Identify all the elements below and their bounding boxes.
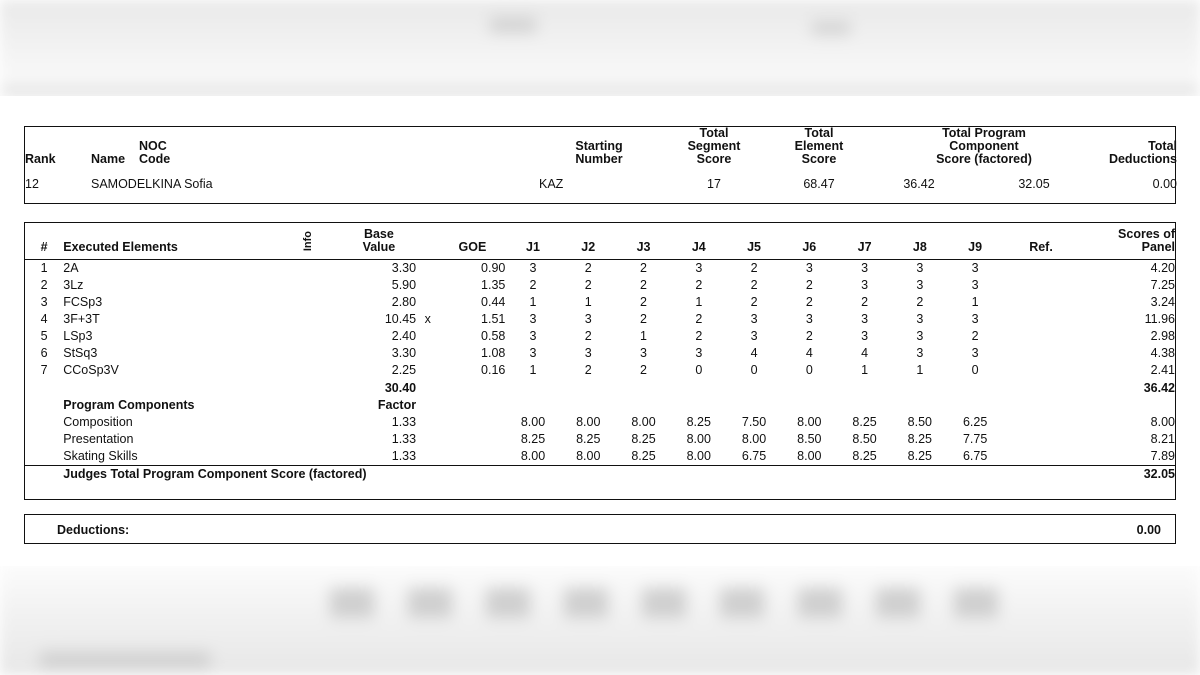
table-row [25, 362, 1175, 379]
col-header-pcs-line1: Total Program [942, 126, 1026, 140]
element-judge-score: 3 [971, 278, 979, 292]
element-name: CCoSp3V [63, 363, 119, 377]
col-header-rank: Rank [25, 152, 56, 166]
table-row [25, 311, 1175, 328]
deductions-value: 0.00 [1136, 523, 1161, 537]
deductions-panel [24, 514, 1176, 544]
element-judge-score: 2 [971, 329, 979, 343]
element-base-value: 3.30 [391, 261, 417, 275]
col-header-spacer [416, 223, 439, 260]
blurred-bottom-band [0, 560, 1200, 675]
element-judge-score: 3 [529, 346, 537, 360]
element-panel-score: 2.98 [1150, 329, 1175, 343]
element-judge-score: 3 [695, 261, 703, 275]
element-judge-score: 2 [695, 312, 703, 326]
col-header-j2: J2 [581, 240, 596, 254]
table-row [25, 294, 1175, 311]
element-goe: 0.44 [481, 295, 506, 309]
element-bonus-flag [416, 277, 439, 294]
element-panel-score: 11.96 [1144, 312, 1175, 326]
table-row [25, 448, 1175, 466]
col-header-tes-line1: Total [804, 126, 834, 140]
summary-header-row [25, 127, 1177, 171]
element-number: 2 [40, 278, 48, 292]
component-judge-score: 6.75 [741, 449, 767, 463]
element-judge-score: 4 [750, 346, 758, 360]
total-base-value: 30.40 [384, 381, 417, 395]
value-skater-name: SAMODELKINA Sofia [91, 177, 213, 191]
element-judge-score: 1 [971, 295, 979, 309]
element-goe: 1.08 [481, 346, 506, 360]
component-judge-score: 8.00 [686, 449, 711, 463]
component-judge-score: 8.25 [852, 415, 877, 429]
element-judge-score: 3 [971, 312, 979, 326]
value-total-segment-score: 68.47 [803, 177, 835, 191]
col-header-j4: J4 [691, 240, 706, 254]
summary-value-row [25, 171, 1177, 191]
col-header-tss-line3: Score [696, 152, 732, 166]
element-judge-score: 3 [529, 312, 537, 326]
col-header-noc-line2: Code [139, 152, 171, 166]
col-header-j1: J1 [526, 240, 540, 254]
element-judge-score: 2 [584, 329, 592, 343]
element-judge-score: 3 [861, 278, 869, 292]
blur-shape [490, 18, 536, 32]
element-info [276, 294, 342, 311]
element-bonus-flag: x [424, 312, 431, 326]
element-name: 3Lz [63, 278, 84, 292]
col-header-start-line2: Number [575, 152, 623, 166]
element-judge-score: 3 [971, 261, 979, 275]
element-goe: 1.51 [481, 312, 506, 326]
component-judge-score: 8.25 [907, 449, 933, 463]
component-judge-score: 8.00 [520, 449, 546, 463]
judges-total-value: 32.05 [1079, 466, 1175, 484]
factor-label: Factor [377, 398, 417, 412]
element-judge-score: 2 [750, 278, 758, 292]
element-bonus-flag [416, 260, 439, 278]
element-judge-score: 3 [750, 312, 758, 326]
table-row [25, 414, 1175, 431]
col-header-base-line2: Value [362, 240, 396, 254]
element-number: 7 [40, 363, 48, 377]
col-header-base-line1: Base [363, 227, 394, 241]
element-judge-score: 2 [640, 295, 647, 309]
element-judge-score: 2 [695, 329, 703, 343]
skater-summary-table [25, 127, 1177, 191]
element-base-value: 2.25 [391, 363, 417, 377]
value-total-element-score: 36.42 [903, 177, 935, 191]
col-header-j6: J6 [802, 240, 817, 254]
component-judge-score: 8.00 [576, 415, 601, 429]
col-header-starting-number [539, 127, 659, 171]
col-header-total-deductions [1099, 127, 1177, 171]
element-base-value: 10.45 [384, 312, 417, 326]
element-name: 3F+3T [63, 312, 100, 326]
element-judge-score: 1 [695, 295, 703, 309]
col-header-ded-line2: Deductions [1108, 152, 1178, 166]
blur-shape [408, 588, 452, 618]
element-judge-score: 1 [529, 363, 537, 377]
element-ref [1003, 294, 1080, 311]
table-row [25, 260, 1175, 278]
element-judge-score: 3 [529, 261, 537, 275]
element-goe: 0.90 [481, 261, 506, 275]
col-header-j3: J3 [636, 240, 651, 254]
col-header-total-segment-score [659, 127, 769, 171]
component-judge-score: 8.50 [852, 432, 877, 446]
element-number: 3 [40, 295, 48, 309]
element-ref [1003, 328, 1080, 345]
blur-shape [876, 588, 920, 618]
value-rank: 12 [25, 177, 39, 191]
element-panel-score: 4.20 [1150, 261, 1175, 275]
element-judge-score: 3 [971, 346, 979, 360]
component-judge-score: 6.25 [962, 415, 988, 429]
col-header-total-program-component [869, 127, 1099, 171]
element-ref [1003, 277, 1080, 294]
component-factor: 1.33 [391, 415, 417, 429]
component-judge-score: 8.25 [631, 449, 656, 463]
judges-total-row [25, 466, 1175, 484]
element-judge-score: 2 [584, 363, 592, 377]
blur-shape [642, 588, 686, 618]
element-judge-score: 2 [584, 261, 592, 275]
blurred-top-band [0, 0, 1200, 100]
elements-totals-row [25, 379, 1175, 397]
program-components-title: Program Components [63, 398, 195, 412]
element-number: 1 [40, 261, 48, 275]
element-judge-score: 3 [916, 278, 924, 292]
element-judge-score: 2 [640, 312, 647, 326]
element-judge-score: 1 [584, 295, 592, 309]
element-judge-score: 4 [805, 346, 813, 360]
element-panel-score: 2.41 [1150, 363, 1175, 377]
col-header-noc [139, 127, 539, 171]
element-panel-score: 4.38 [1150, 346, 1175, 360]
element-judge-score: 3 [861, 261, 869, 275]
component-judge-score: 8.25 [907, 432, 933, 446]
component-judge-score: 8.00 [797, 449, 822, 463]
component-name: Composition [63, 415, 133, 429]
element-judge-score: 2 [640, 278, 647, 292]
executed-elements-table [25, 223, 1175, 483]
element-number: 6 [40, 346, 48, 360]
element-judge-score: 3 [584, 312, 592, 326]
element-judge-score: 3 [750, 329, 758, 343]
blur-shape [330, 588, 374, 618]
element-ref [1003, 345, 1080, 362]
component-judge-score: 8.50 [797, 432, 822, 446]
element-judge-score: 0 [971, 363, 979, 377]
element-name: FCSp3 [63, 295, 103, 309]
component-judge-score: 7.50 [741, 415, 767, 429]
element-base-value: 2.80 [391, 295, 417, 309]
blur-shape [40, 652, 210, 668]
value-starting-number: 17 [707, 177, 721, 191]
element-judge-score: 3 [916, 346, 924, 360]
element-judge-score: 2 [916, 295, 924, 309]
blur-shape [812, 22, 850, 34]
col-header-tss-line2: Segment [687, 139, 741, 153]
component-judge-score: 8.00 [631, 415, 656, 429]
element-bonus-flag [416, 294, 439, 311]
col-header-number: # [40, 240, 48, 254]
component-judge-score: 8.25 [686, 415, 711, 429]
element-judge-score: 1 [916, 363, 924, 377]
col-header-panel-line1: Scores of [1118, 227, 1175, 241]
element-ref [1003, 362, 1080, 379]
component-judge-score: 8.50 [907, 415, 933, 429]
col-header-j9: J9 [968, 240, 983, 254]
element-judge-score: 2 [529, 278, 537, 292]
blur-shape [798, 588, 842, 618]
col-header-tss-line1: Total [699, 126, 729, 140]
element-panel-score: 7.25 [1150, 278, 1175, 292]
col-header-scores-of-panel [1079, 223, 1175, 260]
element-bonus-flag [416, 345, 439, 362]
value-total-program-component-score: 32.05 [1018, 177, 1050, 191]
element-judge-score: 2 [861, 295, 869, 309]
element-judge-score: 2 [584, 278, 592, 292]
component-judge-score: 8.25 [631, 432, 656, 446]
element-judge-score: 3 [529, 329, 537, 343]
element-goe: 1.35 [481, 278, 506, 292]
col-header-j8: J8 [912, 240, 927, 254]
element-judge-score: 3 [916, 312, 924, 326]
total-element-score-value: 36.42 [1143, 381, 1175, 395]
element-judge-score: 0 [805, 363, 813, 377]
judges-total-label: Judges Total Program Component Score (factored) [63, 466, 781, 484]
deductions-table [25, 515, 1175, 545]
element-judge-score: 2 [750, 295, 758, 309]
element-number: 4 [40, 312, 48, 326]
col-header-info [276, 223, 342, 260]
element-judge-score: 3 [916, 261, 924, 275]
element-judge-score: 0 [695, 363, 703, 377]
element-judge-score: 1 [640, 329, 647, 343]
col-header-pcs-line3: Score (factored) [936, 152, 1032, 166]
element-info [276, 311, 342, 328]
col-header-tes-line2: Element [794, 139, 844, 153]
blur-shape [0, 86, 1200, 96]
blur-shape [720, 588, 764, 618]
element-judge-score: 3 [805, 312, 813, 326]
col-header-name: Name [91, 152, 126, 166]
element-base-value: 2.40 [391, 329, 417, 343]
component-judge-score: 8.00 [797, 415, 822, 429]
element-judge-score: 2 [695, 278, 703, 292]
component-judge-score: 8.25 [520, 432, 546, 446]
col-header-executed-elements: Executed Elements [63, 240, 178, 254]
element-judge-score: 3 [916, 329, 924, 343]
element-judge-score: 1 [529, 295, 537, 309]
table-row [25, 345, 1175, 362]
table-row [25, 277, 1175, 294]
element-judge-score: 1 [861, 363, 869, 377]
col-header-base-value [342, 223, 416, 260]
element-judge-score: 2 [750, 261, 758, 275]
element-panel-score: 3.24 [1150, 295, 1175, 309]
element-goe: 0.16 [481, 363, 506, 377]
deductions-row [25, 515, 1175, 545]
col-header-tes-line3: Score [801, 152, 837, 166]
element-goe: 0.58 [481, 329, 506, 343]
table-row [25, 328, 1175, 345]
blur-shape [564, 588, 608, 618]
element-judge-score: 2 [640, 363, 647, 377]
deductions-label: Deductions: [57, 523, 130, 537]
component-judge-score: 8.25 [576, 432, 601, 446]
component-judge-score: 7.75 [962, 432, 988, 446]
element-info [276, 277, 342, 294]
element-info [276, 362, 342, 379]
elements-panel [24, 222, 1176, 500]
component-factor: 1.33 [391, 449, 417, 463]
col-header-j7: J7 [857, 240, 872, 254]
element-name: StSq3 [63, 346, 98, 360]
col-header-ded-line1: Total [1148, 139, 1178, 153]
component-name: Skating Skills [63, 449, 138, 463]
element-judge-score: 4 [861, 346, 869, 360]
element-judge-score: 2 [805, 278, 813, 292]
element-ref [1003, 260, 1080, 278]
component-name: Presentation [63, 432, 134, 446]
element-info [276, 345, 342, 362]
col-header-panel-line2: Panel [1141, 240, 1175, 254]
value-total-deductions: 0.00 [1152, 177, 1178, 191]
element-judge-score: 0 [750, 363, 758, 377]
col-header-start-line1: Starting [575, 139, 623, 153]
element-judge-score: 3 [584, 346, 592, 360]
col-header-noc-line1: NOC [139, 139, 167, 153]
info-vertical-label: Info [302, 230, 315, 251]
element-judge-score: 3 [695, 346, 703, 360]
element-base-value: 3.30 [391, 346, 417, 360]
value-noc-code: KAZ [539, 177, 564, 191]
col-header-pcs-line2: Component [949, 139, 1019, 153]
element-number: 5 [40, 329, 48, 343]
col-header-goe: GOE [458, 240, 487, 254]
component-panel-score: 8.00 [1150, 415, 1175, 429]
component-judge-score: 8.25 [852, 449, 877, 463]
element-name: LSp3 [63, 329, 93, 343]
judging-protocol-sheet [0, 96, 1200, 566]
element-ref [1003, 311, 1080, 328]
elements-header-row [25, 223, 1175, 260]
component-panel-score: 7.89 [1150, 449, 1175, 463]
element-bonus-flag [416, 328, 439, 345]
element-judge-score: 3 [861, 312, 869, 326]
element-bonus-flag [416, 362, 439, 379]
col-header-total-element-score [769, 127, 869, 171]
element-judge-score: 2 [805, 329, 813, 343]
element-name: 2A [63, 261, 79, 275]
component-panel-score: 8.21 [1150, 432, 1175, 446]
element-judge-score: 3 [640, 346, 647, 360]
component-judge-score: 6.75 [962, 449, 988, 463]
col-header-j5: J5 [747, 240, 761, 254]
skater-summary-panel [24, 126, 1176, 204]
element-judge-score: 3 [805, 261, 813, 275]
table-row [25, 431, 1175, 448]
component-factor: 1.33 [391, 432, 417, 446]
component-judge-score: 8.00 [686, 432, 711, 446]
element-info [276, 328, 342, 345]
component-judge-score: 8.00 [741, 432, 767, 446]
blur-shape [954, 588, 998, 618]
component-judge-score: 8.00 [576, 449, 601, 463]
element-judge-score: 2 [640, 261, 647, 275]
component-judge-score: 8.00 [520, 415, 546, 429]
element-base-value: 5.90 [391, 278, 417, 292]
col-header-ref: Ref. [1029, 240, 1053, 254]
program-components-header-row [25, 397, 1175, 414]
blur-shape [486, 588, 530, 618]
element-judge-score: 3 [861, 329, 869, 343]
element-info [276, 260, 342, 278]
element-judge-score: 2 [805, 295, 813, 309]
